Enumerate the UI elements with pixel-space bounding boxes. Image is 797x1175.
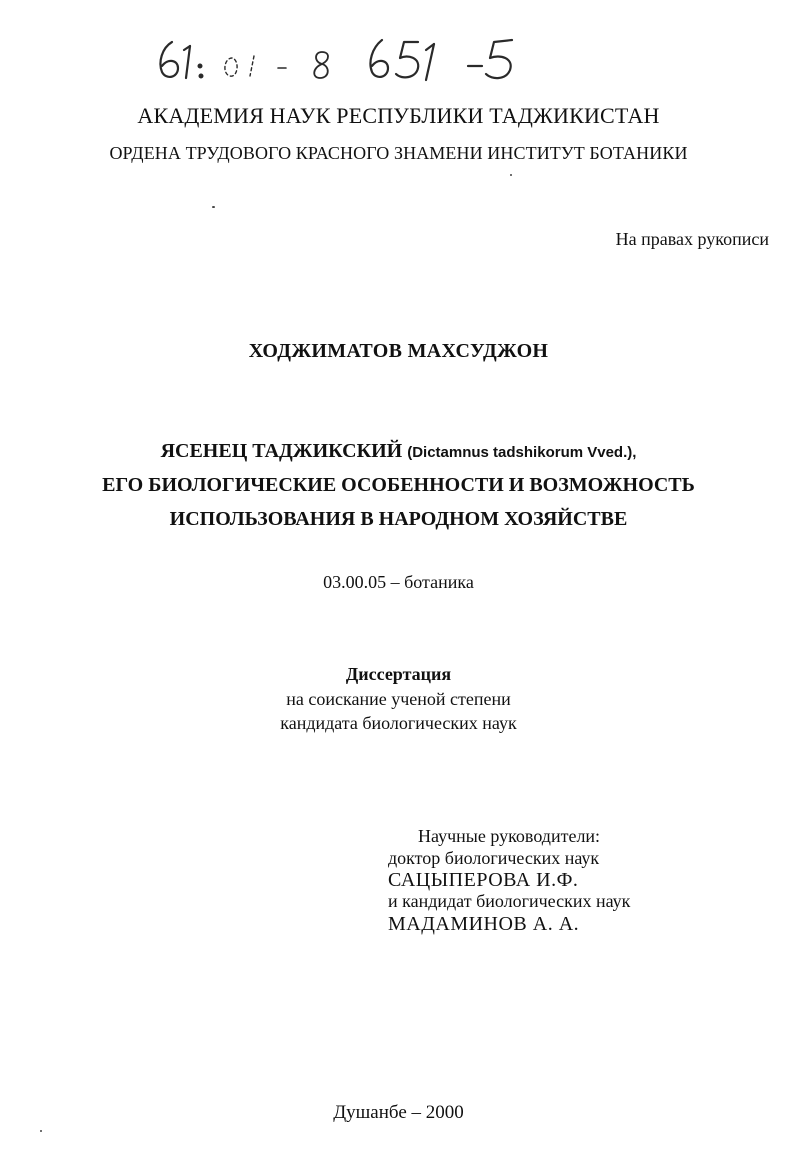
title-main: ЯСЕНЕЦ ТАДЖИКСКИЙ — [160, 440, 403, 462]
scan-speck — [40, 1130, 42, 1132]
rights-notice: На правах рукописи — [615, 229, 769, 249]
specialty-code: 03.00.05 – ботаника — [323, 572, 474, 592]
title-latin-name: (Dictamnus tadshikorum Vved.), — [407, 444, 637, 461]
supervisor-2-degree: и кандидат биологических наук — [388, 891, 631, 911]
scan-speck — [212, 206, 215, 208]
author-name: ХОДЖИМАТОВ МАХСУДЖОН — [248, 340, 549, 362]
supervisors-heading: Научные руководители: — [418, 826, 601, 846]
academy-name: АКАДЕМИЯ НАУК РЕСПУБЛИКИ ТАДЖИКИСТАН — [137, 103, 660, 128]
supervisor-1-name: САЦЫПЕРОВА И.Ф. — [388, 869, 579, 891]
handwritten-archive-number — [150, 28, 570, 88]
supervisor-2-name: МАДАМИНОВ А. А. — [388, 913, 580, 935]
title-line-1 — [0, 440, 797, 463]
place-and-year: Душанбе – 2000 — [333, 1102, 464, 1123]
supervisor-1-degree: доктор биологических наук — [388, 848, 600, 868]
title-line-2: ЕГО БИОЛОГИЧЕСКИЕ ОСОБЕННОСТИ И ВОЗМОЖНОСТЬ — [102, 474, 695, 496]
dissertation-degree: кандидата биологических наук — [280, 713, 517, 733]
dissertation-type: Диссертация — [345, 664, 452, 684]
scan-speck — [510, 174, 512, 176]
title-line-3: ИСПОЛЬЗОВАНИЯ В НАРОДНОМ ХОЗЯЙСТВЕ — [169, 508, 628, 530]
institute-name: ОРДЕНА ТРУДОВОГО КРАСНОГО ЗНАМЕНИ ИНСТИТУТ БОТАНИКИ — [109, 143, 688, 163]
dissertation-purpose: на соискание ученой степени — [286, 689, 511, 709]
